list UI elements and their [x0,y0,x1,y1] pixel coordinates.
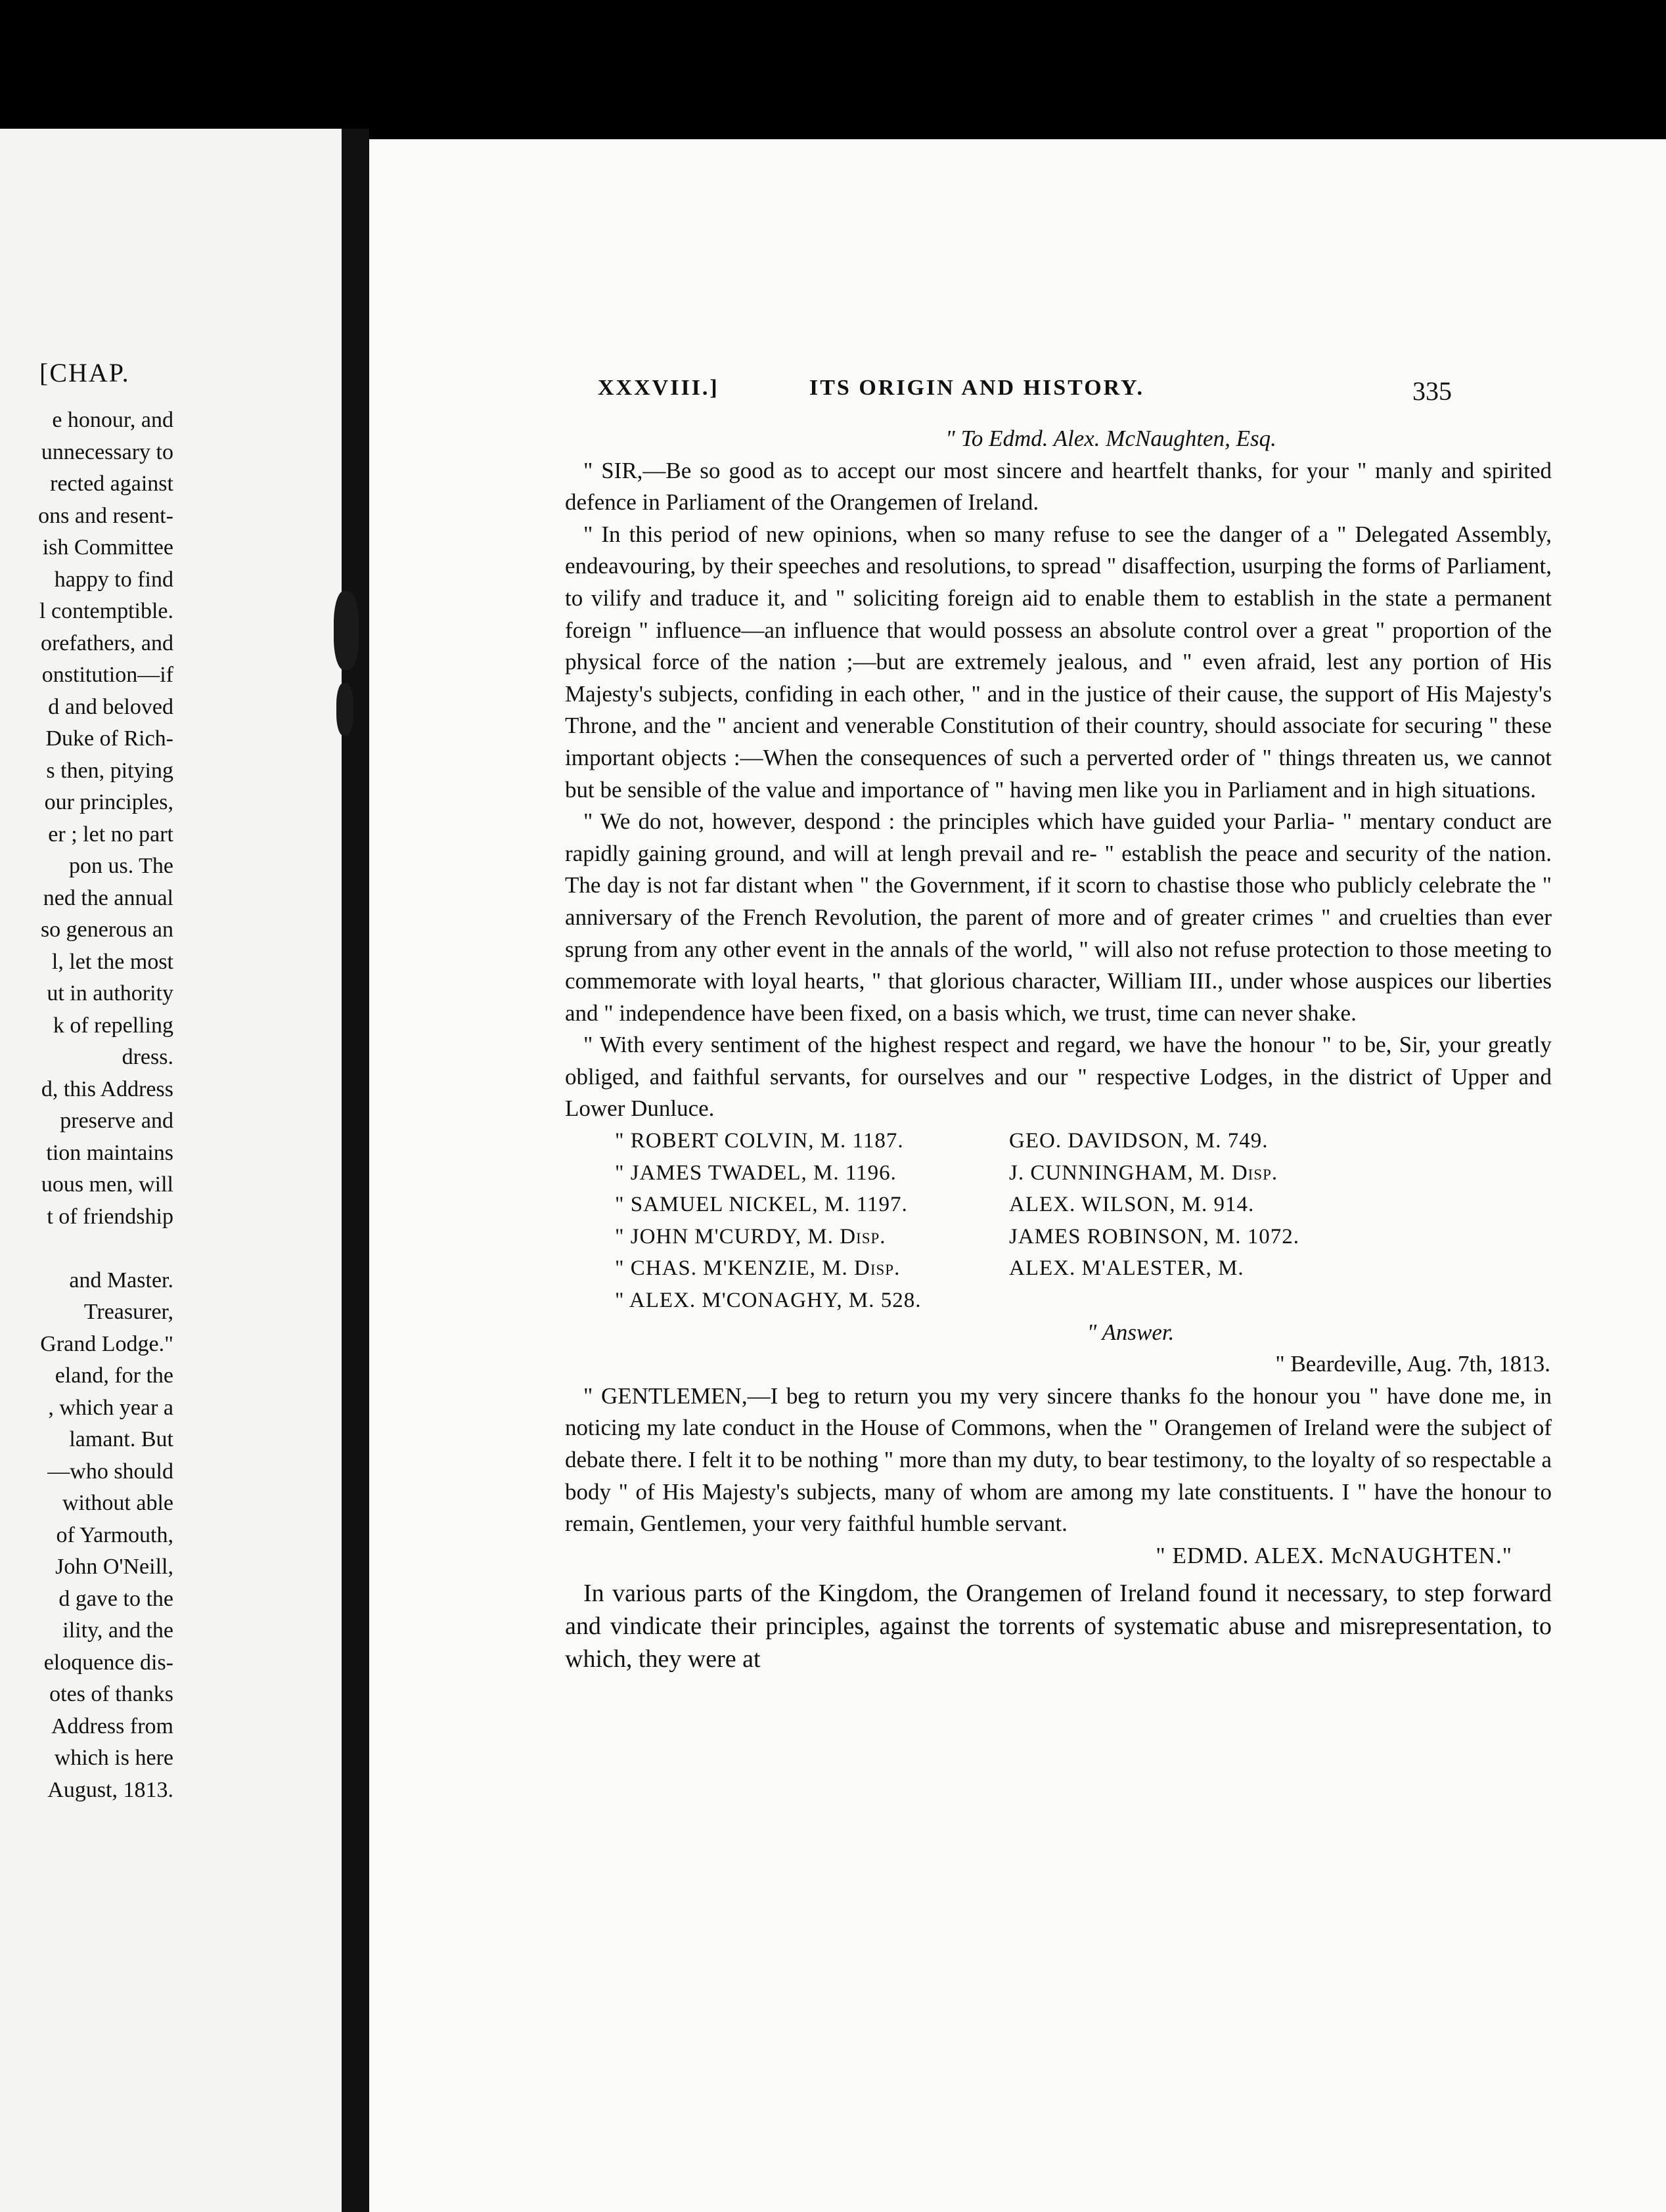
left-page-line: which is here [54,1746,173,1770]
left-page-line: t of friendship [47,1204,173,1229]
paragraph: " In this period of new opinions, when so many refuse to see the danger of a " Delegated Assembly, endeavouring, by their speeches and resolutions, to spread " disaffection, usurping the forms of Parliament, to vilify and traduce it, and " soliciting foreign aid to enable them to establish in the state a permanent foreign " influence—an influence that would possess an absolute control over a great " proportion of the physical force of the nation ;—but are extremely jealous, and " even afraid, lest any portion of His Majesty's subjects, confiding in each other, " and in the justice of their cause, the support of His Majesty's Throne, and the " ancient and venerable Constitution of their country, should associate for securing " these important objects :—When the consequences of such a perverted order of " things threaten us, we cannot but be sensible of the value and importance of " having men like you in Parliament and in high situations. [565,521,1552,803]
left-page-line: eland, for the [55,1363,173,1388]
answer-dateline: " Beardeville, Aug. 7th, 1813. [1275,1351,1550,1377]
signatory: " ALEX. M'CONAGHY, M. 528. [615,1289,922,1313]
left-page-line: ility, and the [62,1618,173,1643]
left-page-line: tion maintains [46,1140,173,1165]
page-body [565,423,1552,1675]
left-page-line: John O'Neill, [55,1555,173,1579]
page-number: 335 [1412,376,1452,406]
left-page-line: e honour, and [52,408,173,432]
paragraph: " With every sentiment of the highest respect and regard, we have the honour " to be, Sir, your greatly obliged, and faithful servants, for ourselves and our " respective Lodges, in the district of Upper and Lower Dunluce. [565,1032,1552,1122]
left-page-line: d and beloved [48,694,173,719]
signatory: " ROBERT COLVIN, M. 1187. [615,1129,904,1153]
left-page-line: so generous an [40,918,173,942]
paragraph: " SIR,—Be so good as to accept our most sincere and heartfelt thanks, for your " manly and spirited defence in Parliament of the Orangemen of Ireland. [565,457,1552,516]
left-running-head: [CHAP. [39,358,130,387]
signatory: ALEX. M'ALESTER, M. [1009,1256,1244,1281]
signatory: JAMES ROBINSON, M. 1072. [1009,1224,1300,1249]
signatory: " JAMES TWADEL, M. 1196. [615,1161,897,1185]
answer-signature: " EDMD. ALEX. McNAUGHTEN." [1156,1542,1512,1568]
left-page-line: Address from [51,1714,173,1738]
left-page-line: ut in authority [47,981,173,1006]
left-page-line: Duke of Rich- [45,726,173,751]
left-page-line: onstitution—if [41,663,173,687]
left-page-line: Grand Lodge." [40,1331,173,1356]
left-page-line: , which year a [48,1395,173,1420]
left-page-line: otes of thanks [49,1682,173,1706]
left-page-line: l, let the most [51,949,173,974]
left-page-line: of Yarmouth, [56,1522,173,1547]
signatory: " CHAS. M'KENZIE, M. Disp. [615,1256,901,1281]
left-page-line: uous men, will [41,1172,173,1197]
ink-stain [336,683,353,736]
signatories [565,1125,1552,1317]
closing-paragraph: In various parts of the Kingdom, the Orangemen of Ireland found it necessary, to step forward and vindicate their principles, against the torrents of systematic abuse and misrepresentation, to which, they were at [565,1580,1552,1673]
left-page-line: s then, pitying [46,758,173,783]
left-page-line [0,1233,173,1265]
signatory: " JOHN M'CURDY, M. Disp. [615,1224,886,1249]
left-page-line: Treasurer, [83,1300,173,1324]
left-page-line: August, 1813. [47,1777,173,1802]
left-page-line: eloquence dis- [43,1650,173,1675]
signatory: J. CUNNINGHAM, M. Disp. [1009,1161,1278,1185]
left-page-line: orefathers, and [40,630,173,655]
signatory [1009,1285,1377,1317]
paragraph: " We do not, however, despond : the principles which have guided your Parlia- " mentary conduct are rapidly gaining ground, and will at lengh prevail and re- " establish the peace and security of the nation. The day is not far distant when " the Government, if it scorn to chastise those who publicly celebrate the " anniversary of the French Revolution, the parent of more and of greater crimes " and cruelties than ever sprung from any other event in the annals of the world, " will also not refuse protection to those meeting to commemorate with loyal hearts, " that glorious character, William III., under whose auspices our liberties and " independence have been fixed, on a basis which, we trust, time can never shake. [565,808,1552,1026]
answer-text: " GENTLEMEN,—I beg to return you my very sincere thanks fo the honour you " have done me, in noticing my late conduct in the House of Commons, when the " Orangemen of Ireland were the subject of debate there. I felt it to be nothing " more than my duty, to bear testimony, to the loyalty of so respectable a body " of His Majesty's subjects, many of whom are among my late constituents. I " have the honour to remain, Gentlemen, your very faithful humble servant. [565,1382,1552,1537]
ink-stain [334,591,359,670]
left-page-line: k of repelling [53,1013,173,1038]
running-head [369,376,1666,415]
left-page-line: ish Committee [42,535,173,560]
left-page-line: without able [62,1491,173,1515]
running-title: ITS ORIGIN AND HISTORY. [809,376,1144,400]
left-page-line: ned the annual [43,885,173,910]
book-gutter [342,129,369,2212]
left-page-line: d gave to the [58,1586,173,1611]
left-page-line: l contemptible. [39,599,173,623]
left-page-line: and Master. [69,1268,173,1293]
left-page-line: dress. [122,1045,173,1069]
signatory: ALEX. WILSON, M. 914. [1009,1193,1255,1217]
left-page-text [0,405,173,1806]
left-page-line: —who should [47,1459,173,1484]
left-page-line: er ; let no part [48,822,173,847]
address-heading: " To Edmd. Alex. McNaughten, Esq. [945,426,1276,451]
chapter-label: XXXVIII.] [598,376,719,400]
left-page-line: rected against [50,472,173,496]
left-page [0,129,342,2212]
signatory: GEO. DAVIDSON, M. 749. [1009,1129,1269,1153]
right-page [369,139,1666,2212]
left-page-line: our principles, [44,790,173,814]
left-page-line: preserve and [60,1109,173,1133]
left-page-line: unnecessary to [41,439,173,464]
answer-heading: " Answer. [1087,1319,1175,1345]
signatory: " SAMUEL NICKEL, M. 1197. [615,1193,908,1217]
left-page-line: pon us. The [69,854,173,878]
left-page-line: ons and resent- [38,503,173,528]
left-page-line: d, this Address [41,1076,173,1101]
left-page-line: lamant. But [69,1427,173,1451]
left-page-line: happy to find [54,567,173,592]
